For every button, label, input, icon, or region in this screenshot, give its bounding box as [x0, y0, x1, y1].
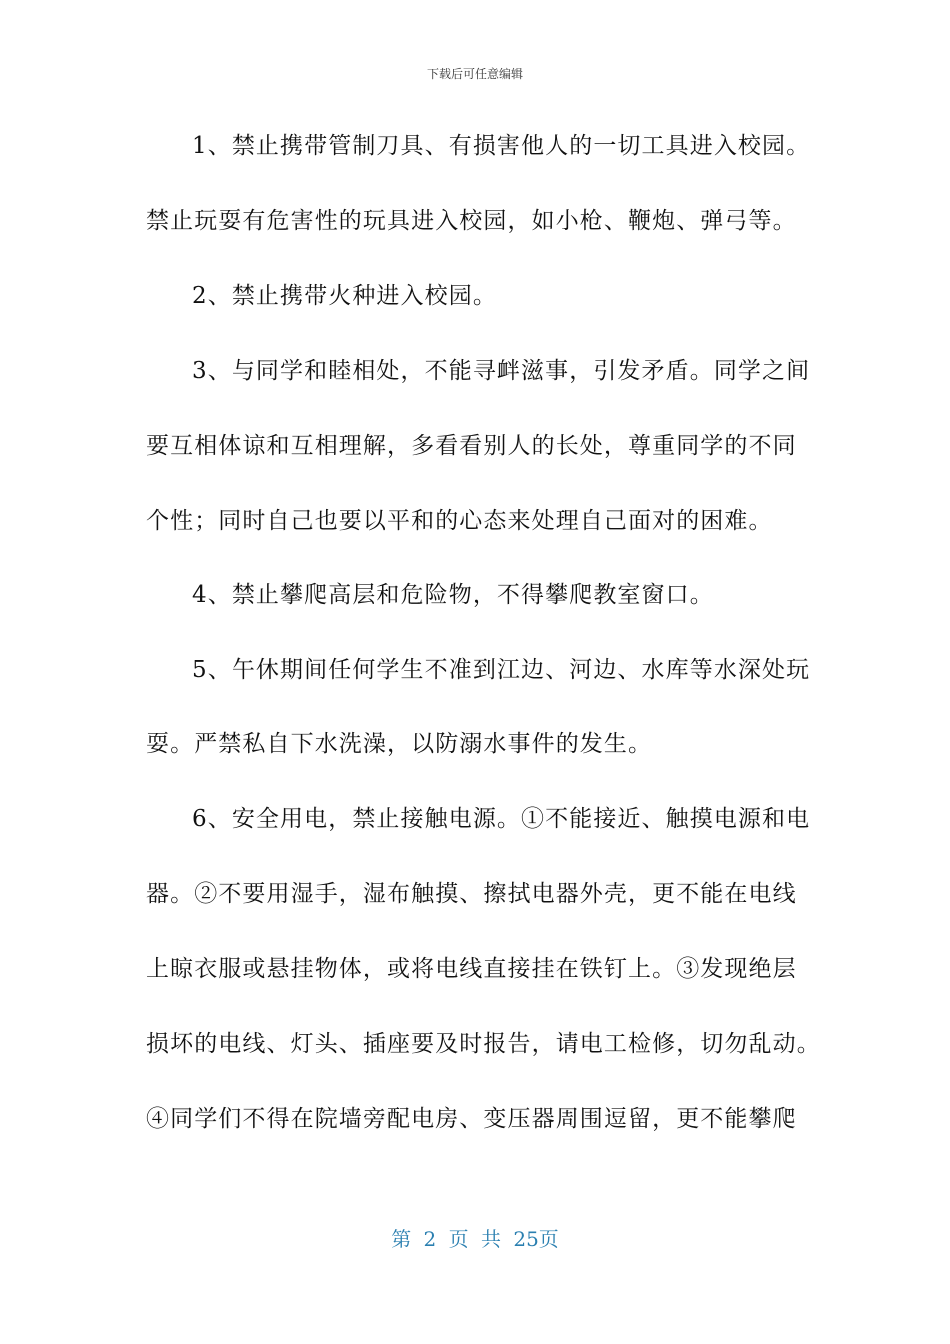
paragraph-line: 上晾衣服或悬挂物体，或将电线直接挂在铁钉上。③发现绝层: [146, 956, 797, 982]
paragraph-line: ④同学们不得在院墙旁配电房、变压器周围逗留，更不能攀爬: [146, 1106, 797, 1132]
paragraph-line: 禁止玩耍有危害性的玩具进入校园，如小枪、鞭炮、弹弓等。: [146, 208, 797, 234]
paragraph-line: 耍。严禁私自下水洗澡，以防溺水事件的发生。: [146, 731, 653, 757]
paragraph-line: 损坏的电线、灯头、插座要及时报告，请电工检修，切勿乱动。: [146, 1031, 821, 1057]
paragraph-line: 5、午休期间任何学生不准到江边、河边、水库等水深处玩: [192, 657, 811, 683]
page-number-footer: 第 2 页 共 25页: [391, 1227, 559, 1251]
paragraph-line: 3、与同学和睦相处，不能寻衅滋事，引发矛盾。同学之间: [192, 358, 811, 384]
paragraph-line: 器。②不要用湿手，湿布触摸、擦拭电器外壳，更不能在电线: [146, 881, 797, 907]
paragraph-line: 要互相体谅和互相理解，多看看别人的长处，尊重同学的不同: [146, 433, 797, 459]
paragraph-line: 6、安全用电，禁止接触电源。①不能接近、触摸电源和电: [192, 806, 811, 832]
paragraph-line: 4、禁止攀爬高层和危险物，不得攀爬教室窗口。: [192, 582, 714, 608]
paragraph-line: 2、禁止携带火种进入校园。: [192, 283, 497, 309]
page-header-note: 下载后可任意编辑: [426, 67, 523, 81]
paragraph-line: 1、禁止携带管制刀具、有损害他人的一切工具进入校园。: [192, 133, 811, 159]
paragraph-line: 个性；同时自己也要以平和的心态来处理自己面对的困难。: [146, 508, 773, 534]
